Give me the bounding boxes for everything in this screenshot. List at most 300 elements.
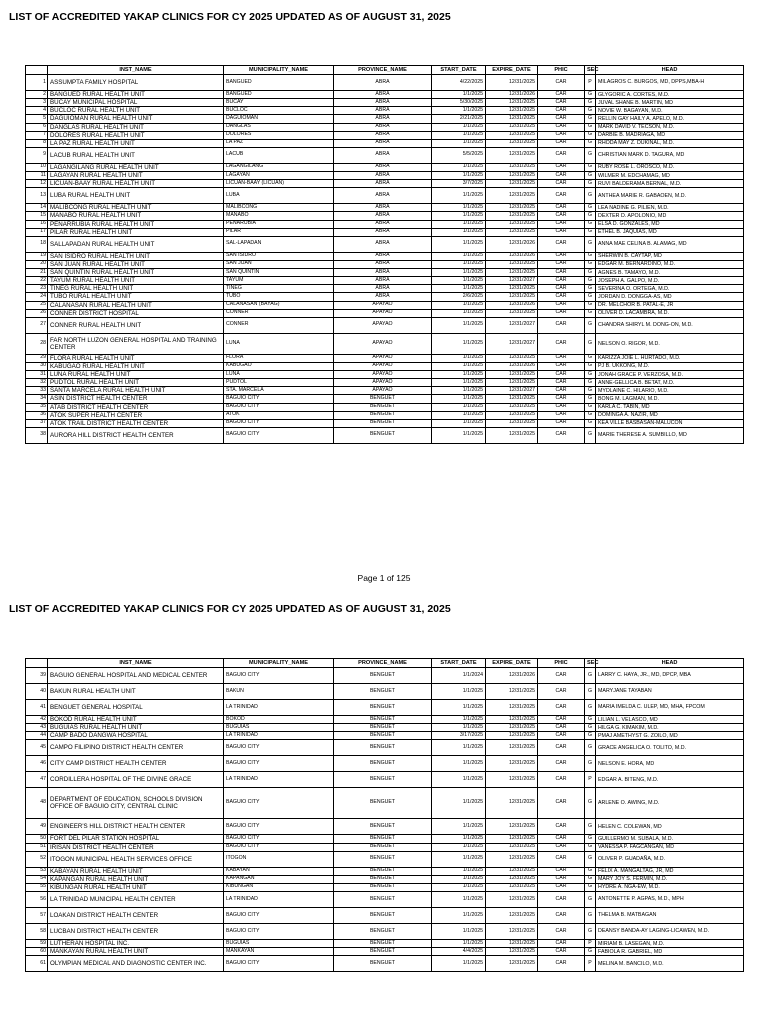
cell-expire-date: 12/31/2025	[486, 756, 538, 772]
cell-start-date: 4/22/2025	[432, 75, 486, 91]
cell-head: MARIE THERESE A. SUMBILLO, MD	[596, 427, 744, 443]
cell-number: 10	[26, 163, 48, 171]
cell-head: MARY JOY S. FERMIN, M.D.	[596, 875, 744, 883]
cell-inst-name: ENGINEER'S HILL DISTRICT HEALTH CENTER	[48, 819, 224, 835]
cell-sector: G	[585, 188, 596, 204]
cell-head: JORDAN D. DONGGA-AS, MD	[596, 293, 744, 301]
cell-number: 2	[26, 91, 48, 99]
cell-inst-name: TINEG RURAL HEALTH UNIT	[48, 285, 224, 293]
cell-province: BENGUET	[334, 756, 432, 772]
cell-head: JUVAL SHANE B. MARTIN, MD	[596, 99, 744, 107]
cell-municipality: LAGANGILANG	[224, 163, 334, 171]
cell-sector: G	[585, 131, 596, 139]
cell-inst-name: PEÑARRUBIA RURAL HEALTH UNIT	[48, 220, 224, 228]
cell-head: DOMINGA A. NAZIR, MD	[596, 411, 744, 419]
cell-municipality: PUDTOL	[224, 379, 334, 387]
cell-head: ANTHEA MARIE R. GABAOEN, M.D.	[596, 188, 744, 204]
cell-sector: G	[585, 724, 596, 732]
cell-expire-date: 12/31/2027	[486, 277, 538, 285]
cell-province: ABRA	[334, 123, 432, 131]
cell-start-date: 1/1/2025	[432, 269, 486, 277]
cell-number: 7	[26, 131, 48, 139]
cell-phic: CAR	[538, 395, 585, 403]
table-row	[26, 188, 744, 204]
cell-head: KARIZZA JOIE L. HURTADO, M.D.	[596, 354, 744, 362]
col-header-phic: PHIC	[538, 659, 585, 668]
cell-municipality: DAGUIOMAN	[224, 115, 334, 123]
cell-municipality: LUNA	[224, 371, 334, 379]
cell-sector: G	[585, 269, 596, 277]
cell-inst-name: CITY CAMP DISTRICT HEALTH CENTER	[48, 756, 224, 772]
cell-phic: CAR	[538, 716, 585, 724]
cell-phic: CAR	[538, 204, 585, 212]
table-row	[26, 924, 744, 940]
cell-province: BENGUET	[334, 940, 432, 948]
table-row	[26, 123, 744, 131]
cell-inst-name: CONNER DISTRICT HOSPITAL	[48, 309, 224, 317]
cell-inst-name: CORDILLERA HOSPITAL OF THE DIVINE GRACE	[48, 772, 224, 788]
cell-inst-name: BUCAY MUNICIPAL HOSPITAL	[48, 99, 224, 107]
cell-phic: CAR	[538, 236, 585, 252]
cell-inst-name: LUTHERAN HOSPITAL INC.	[48, 940, 224, 948]
cell-start-date: 1/1/2025	[432, 740, 486, 756]
cell-municipality: BAGUIO CITY	[224, 924, 334, 940]
cell-number: 47	[26, 772, 48, 788]
cell-phic: CAR	[538, 940, 585, 948]
cell-phic: CAR	[538, 131, 585, 139]
table-header-row	[26, 659, 744, 668]
cell-phic: CAR	[538, 333, 585, 354]
cell-sector: P	[585, 772, 596, 788]
cell-sector: G	[585, 684, 596, 700]
cell-sector: G	[585, 147, 596, 163]
cell-head: GUILLERMO M. SUBALA, M.D.	[596, 835, 744, 843]
cell-expire-date: 12/31/2025	[486, 139, 538, 147]
table-row	[26, 956, 744, 972]
cell-head: MELINA M. BANCILO, M.D.	[596, 956, 744, 972]
table-row	[26, 147, 744, 163]
cell-municipality: KABUGAO	[224, 362, 334, 370]
cell-phic: CAR	[538, 379, 585, 387]
cell-sector: G	[585, 180, 596, 188]
cell-start-date: 1/1/2025	[432, 91, 486, 99]
cell-inst-name: PILAR RURAL HEALTH UNIT	[48, 228, 224, 236]
cell-sector: G	[585, 756, 596, 772]
cell-start-date: 1/1/2025	[432, 387, 486, 395]
cell-number: 24	[26, 293, 48, 301]
cell-municipality: LA TRINIDAD	[224, 732, 334, 740]
cell-municipality: BAGUIO CITY	[224, 740, 334, 756]
cell-expire-date: 12/31/2025	[486, 724, 538, 732]
cell-municipality: LA PAZ	[224, 139, 334, 147]
cell-head: RELLIN GAY HAILY A. APELO, M.D.	[596, 115, 744, 123]
cell-municipality: BAGUIO CITY	[224, 819, 334, 835]
cell-province: APAYAO	[334, 387, 432, 395]
cell-number: 36	[26, 411, 48, 419]
cell-inst-name: BAKUN RURAL HEALTH UNIT	[48, 684, 224, 700]
cell-municipality: SAL-LAPADAN	[224, 236, 334, 252]
cell-municipality: LUNA	[224, 333, 334, 354]
cell-province: BENGUET	[334, 700, 432, 716]
cell-province: BENGUET	[334, 668, 432, 684]
cell-sector: G	[585, 204, 596, 212]
cell-number: 4	[26, 107, 48, 115]
cell-municipality: BAGUIO CITY	[224, 756, 334, 772]
table-row	[26, 115, 744, 123]
table-row	[26, 252, 744, 260]
cell-start-date: 1/1/2025	[432, 908, 486, 924]
cell-number: 30	[26, 362, 48, 370]
cell-expire-date: 12/31/2025	[486, 851, 538, 867]
cell-inst-name: KAPANGAN RURAL HEALTH UNIT	[48, 875, 224, 883]
cell-sector: G	[585, 948, 596, 956]
cell-sector: G	[585, 403, 596, 411]
cell-start-date: 1/1/2025	[432, 411, 486, 419]
cell-expire-date: 12/31/2025	[486, 956, 538, 972]
cell-expire-date: 12/31/2025	[486, 188, 538, 204]
cell-expire-date: 12/31/2026	[486, 236, 538, 252]
cell-phic: CAR	[538, 419, 585, 427]
cell-municipality: BAGUIO CITY	[224, 835, 334, 843]
cell-head: CHRISTIAN MARK D. TAGURA, MD	[596, 147, 744, 163]
cell-number: 5	[26, 115, 48, 123]
cell-phic: CAR	[538, 387, 585, 395]
table-row	[26, 269, 744, 277]
cell-start-date: 1/1/2025	[432, 419, 486, 427]
cell-municipality: LA TRINIDAD	[224, 892, 334, 908]
table-row	[26, 228, 744, 236]
cell-head: MILAGROS C. BURGOS, MD, DPPS,MBA-H	[596, 75, 744, 91]
cell-start-date: 1/1/2025	[432, 285, 486, 293]
cell-start-date: 1/1/2025	[432, 228, 486, 236]
cell-phic: CAR	[538, 875, 585, 883]
cell-head: ELSA D. GONZALES, MD	[596, 220, 744, 228]
cell-phic: CAR	[538, 700, 585, 716]
cell-province: ABRA	[334, 220, 432, 228]
table-row	[26, 843, 744, 851]
cell-inst-name: MANABO RURAL HEALTH UNIT	[48, 212, 224, 220]
cell-province: ABRA	[334, 252, 432, 260]
cell-head: OLIVER D. LACAMBRA, M.D.	[596, 309, 744, 317]
table-row	[26, 427, 744, 443]
cell-sector: G	[585, 212, 596, 220]
cell-expire-date: 12/31/2025	[486, 411, 538, 419]
cell-municipality: MALIBCONG	[224, 204, 334, 212]
table-row	[26, 371, 744, 379]
cell-municipality: LA TRINIDAD	[224, 772, 334, 788]
cell-sector: G	[585, 883, 596, 891]
table-row	[26, 204, 744, 212]
cell-sector: G	[585, 107, 596, 115]
cell-province: ABRA	[334, 75, 432, 91]
cell-expire-date: 12/31/2025	[486, 892, 538, 908]
cell-inst-name: DEPARTMENT OF EDUCATION, SCHOOLS DIVISION OFFICE OF BAGUIO CITY, CENTRAL CLINIC	[48, 788, 224, 819]
cell-start-date: 1/1/2025	[432, 188, 486, 204]
table-row	[26, 395, 744, 403]
cell-head: JONAH GRACE P. VERZOSA, M.D.	[596, 371, 744, 379]
cell-sector: G	[585, 908, 596, 924]
cell-number: 51	[26, 843, 48, 851]
cell-inst-name: ASSUMPTA FAMILY HOSPITAL	[48, 75, 224, 91]
cell-sector: G	[585, 260, 596, 268]
cell-start-date: 1/1/2025	[432, 301, 486, 309]
col-header-number	[26, 66, 48, 75]
table-row	[26, 212, 744, 220]
cell-expire-date: 12/31/2025	[486, 924, 538, 940]
cell-start-date: 1/1/2025	[432, 354, 486, 362]
cell-inst-name: BUCLOC RURAL HEALTH UNIT	[48, 107, 224, 115]
table-row	[26, 835, 744, 843]
cell-start-date: 2/6/2025	[432, 293, 486, 301]
cell-province: BENGUET	[334, 867, 432, 875]
col-header-expire-date: EXPIRE_DATE	[486, 66, 538, 75]
cell-start-date: 1/1/2025	[432, 875, 486, 883]
cell-number: 48	[26, 788, 48, 819]
table-row	[26, 301, 744, 309]
cell-expire-date: 12/31/2026	[486, 668, 538, 684]
cell-expire-date: 12/31/2025	[486, 212, 538, 220]
cell-start-date: 5/30/2025	[432, 99, 486, 107]
table-row	[26, 772, 744, 788]
cell-municipality: DOLORES	[224, 131, 334, 139]
cell-municipality: SAN JUAN	[224, 260, 334, 268]
cell-number: 25	[26, 301, 48, 309]
cell-number: 28	[26, 333, 48, 354]
table-row	[26, 260, 744, 268]
cell-inst-name: TAYUM RURAL HEALTH UNIT	[48, 277, 224, 285]
cell-number: 34	[26, 395, 48, 403]
cell-phic: CAR	[538, 91, 585, 99]
cell-province: ABRA	[334, 131, 432, 139]
cell-inst-name: DAGUIOMAN RURAL HEALTH UNIT	[48, 115, 224, 123]
cell-municipality: ITOGON	[224, 851, 334, 867]
cell-inst-name: FLORA RURAL HEALTH UNIT	[48, 354, 224, 362]
cell-expire-date: 12/31/2027	[486, 387, 538, 395]
cell-phic: CAR	[538, 123, 585, 131]
cell-phic: CAR	[538, 139, 585, 147]
cell-head: ANTONETTE P. AGPAS, M.D., MPH	[596, 892, 744, 908]
cell-province: ABRA	[334, 260, 432, 268]
cell-expire-date: 12/31/2025	[486, 772, 538, 788]
table-row	[26, 139, 744, 147]
cell-expire-date: 12/31/2025	[486, 835, 538, 843]
cell-head: ANNE-GELLICA B. BETAT, M.D.	[596, 379, 744, 387]
cell-municipality: BUGUIAS	[224, 724, 334, 732]
cell-head: HYDRE A. NGA-EW, M.D.	[596, 883, 744, 891]
cell-sector: G	[585, 835, 596, 843]
cell-inst-name: DANGLAS RURAL HEALTH UNIT	[48, 123, 224, 131]
cell-number: 6	[26, 123, 48, 131]
cell-phic: CAR	[538, 147, 585, 163]
cell-province: ABRA	[334, 212, 432, 220]
cell-sector: G	[585, 892, 596, 908]
cell-head: THELMA B. MATBAGAN	[596, 908, 744, 924]
cell-start-date: 5/5/2025	[432, 147, 486, 163]
cell-phic: CAR	[538, 835, 585, 843]
cell-province: APAYAO	[334, 333, 432, 354]
table-row	[26, 75, 744, 91]
cell-head: AGNES B. TAMAYO, M.D.	[596, 269, 744, 277]
cell-head: MARK DAVID V. TECSON, M.D.	[596, 123, 744, 131]
cell-phic: CAR	[538, 403, 585, 411]
cell-head: KEA VILLE BASBASAN-MALUCON	[596, 419, 744, 427]
cell-expire-date: 12/31/2025	[486, 75, 538, 91]
cell-expire-date: 12/31/2025	[486, 228, 538, 236]
cell-sector: G	[585, 843, 596, 851]
cell-municipality: BAGUIO CITY	[224, 788, 334, 819]
cell-number: 27	[26, 317, 48, 333]
cell-inst-name: ASIN DISTRICT HEALTH CENTER	[48, 395, 224, 403]
cell-sector: G	[585, 371, 596, 379]
cell-number: 12	[26, 180, 48, 188]
cell-sector: G	[585, 924, 596, 940]
table-row	[26, 317, 744, 333]
cell-start-date: 1/1/2025	[432, 362, 486, 370]
cell-sector: G	[585, 411, 596, 419]
cell-start-date: 1/1/2025	[432, 724, 486, 732]
cell-number: 45	[26, 740, 48, 756]
cell-inst-name: ATOK TRAIL DISTRICT HEALTH CENTER	[48, 419, 224, 427]
cell-municipality: PENARUBIA	[224, 220, 334, 228]
cell-phic: CAR	[538, 252, 585, 260]
col-header-expire-date: EXPIRE_DATE	[486, 659, 538, 668]
cell-inst-name: DOLORES RURAL HEALTH UNIT	[48, 131, 224, 139]
cell-start-date: 1/1/2025	[432, 212, 486, 220]
cell-expire-date: 12/31/2025	[486, 379, 538, 387]
cell-number: 53	[26, 867, 48, 875]
cell-province: BENGUET	[334, 843, 432, 851]
cell-inst-name: SAN JUAN RURAL HEALTH UNIT	[48, 260, 224, 268]
cell-municipality: KIBUNGAN	[224, 883, 334, 891]
cell-province: BENGUET	[334, 716, 432, 724]
cell-expire-date: 12/31/2025	[486, 163, 538, 171]
cell-sector: G	[585, 91, 596, 99]
cell-phic: CAR	[538, 908, 585, 924]
cell-sector: G	[585, 740, 596, 756]
cell-province: BENGUET	[334, 403, 432, 411]
cell-inst-name: MANKAYAN RURAL HEALTH UNIT	[48, 948, 224, 956]
table-row	[26, 293, 744, 301]
col-header-sector: SEC	[585, 659, 596, 668]
cell-inst-name: SANTA MARCELA RURAL HEALTH UNIT	[48, 387, 224, 395]
cell-province: BENGUET	[334, 427, 432, 443]
cell-phic: CAR	[538, 724, 585, 732]
cell-head: RUVI BALDERAMA BERNAL, M.D.	[596, 180, 744, 188]
cell-number: 1	[26, 75, 48, 91]
table-row	[26, 875, 744, 883]
table-row	[26, 362, 744, 370]
cell-municipality: BOKOD	[224, 716, 334, 724]
cell-inst-name: BOKOD RURAL HEALTH UNIT	[48, 716, 224, 724]
cell-expire-date: 12/31/2025	[486, 395, 538, 403]
cell-province: ABRA	[334, 147, 432, 163]
cell-phic: CAR	[538, 188, 585, 204]
cell-sector: G	[585, 123, 596, 131]
cell-municipality: BAKUN	[224, 684, 334, 700]
cell-municipality: BAGUIO CITY	[224, 908, 334, 924]
cell-head: NELSON E. HORA, MD	[596, 756, 744, 772]
cell-expire-date: 12/31/2025	[486, 875, 538, 883]
cell-number: 29	[26, 354, 48, 362]
cell-number: 18	[26, 236, 48, 252]
cell-start-date: 1/1/2025	[432, 236, 486, 252]
cell-start-date: 1/1/2025	[432, 772, 486, 788]
cell-head: MYDLAINE C. HILARIO, M.D.	[596, 387, 744, 395]
table-row	[26, 411, 744, 419]
col-header-head: HEAD	[596, 659, 744, 668]
cell-number: 20	[26, 260, 48, 268]
cell-expire-date: 12/31/2026	[486, 362, 538, 370]
cell-sector: G	[585, 285, 596, 293]
cell-expire-date: 12/31/2025	[486, 788, 538, 819]
cell-head: DARBIE B. MADRIAGA, MD	[596, 131, 744, 139]
cell-number: 50	[26, 835, 48, 843]
cell-head: PJ B. UKKONG, M.D.	[596, 362, 744, 370]
cell-phic: CAR	[538, 301, 585, 309]
cell-inst-name: SALLAPADAN RURAL HEALTH UNIT	[48, 236, 224, 252]
cell-expire-date: 12/31/2025	[486, 107, 538, 115]
cell-sector: G	[585, 700, 596, 716]
cell-province: ABRA	[334, 285, 432, 293]
cell-inst-name: BUGUIAS RURAL HEALTH UNIT	[48, 724, 224, 732]
cell-inst-name: LICUAN-BAAY RURAL HEALTH UNIT	[48, 180, 224, 188]
cell-expire-date: 12/31/2025	[486, 732, 538, 740]
cell-head: EDGAR A. BITENG, M.D.	[596, 772, 744, 788]
cell-province: ABRA	[334, 139, 432, 147]
cell-province: BENGUET	[334, 724, 432, 732]
cell-start-date: 1/1/2025	[432, 819, 486, 835]
cell-expire-date: 12/31/2025	[486, 285, 538, 293]
cell-municipality: KAPANGAN	[224, 875, 334, 883]
cell-number: 54	[26, 875, 48, 883]
cell-head: CHANDRA SHIRYL M. DONG-ON, M.D.	[596, 317, 744, 333]
cell-expire-date: 12/31/2025	[486, 908, 538, 924]
cell-inst-name: IRISAN DISTRICT HEALTH CENTER	[48, 843, 224, 851]
cell-head: NELSON O. RIGOR, M.D.	[596, 333, 744, 354]
cell-municipality: BAGUIO CITY	[224, 427, 334, 443]
table-row	[26, 668, 744, 684]
cell-phic: CAR	[538, 756, 585, 772]
cell-start-date: 2/21/2025	[432, 115, 486, 123]
cell-sector: G	[585, 419, 596, 427]
cell-sector: G	[585, 819, 596, 835]
cell-start-date: 1/1/2025	[432, 403, 486, 411]
cell-head: MARYJANE TAYABAN	[596, 684, 744, 700]
col-header-municipality: MUNICIPALITY_NAME	[224, 66, 334, 75]
cell-head: FABIOLA R. GABRIEL, MD	[596, 948, 744, 956]
cell-head: ARLENE O. AWING, M.D.	[596, 788, 744, 819]
cell-expire-date: 12/31/2026	[486, 252, 538, 260]
cell-municipality: CONNER	[224, 317, 334, 333]
cell-head: DR. MELCHOR B. PATAL-E, JR	[596, 301, 744, 309]
cell-number: 33	[26, 387, 48, 395]
table-header-row	[26, 66, 744, 75]
cell-province: ABRA	[334, 293, 432, 301]
cell-expire-date: 12/31/2025	[486, 371, 538, 379]
cell-phic: CAR	[538, 75, 585, 91]
cell-phic: CAR	[538, 371, 585, 379]
cell-head: FELIX A. MANGALTAG, JR, MD	[596, 867, 744, 875]
cell-municipality: ATOK	[224, 411, 334, 419]
cell-province: BENGUET	[334, 684, 432, 700]
cell-inst-name: ITOGON MUNICIPAL HEALTH SERVICES OFFICE	[48, 851, 224, 867]
cell-expire-date: 12/31/2025	[486, 180, 538, 188]
cell-sector: G	[585, 427, 596, 443]
cell-municipality: STA. MARCELA	[224, 387, 334, 395]
cell-province: BENGUET	[334, 835, 432, 843]
cell-start-date: 3/7/2025	[432, 180, 486, 188]
cell-province: BENGUET	[334, 851, 432, 867]
